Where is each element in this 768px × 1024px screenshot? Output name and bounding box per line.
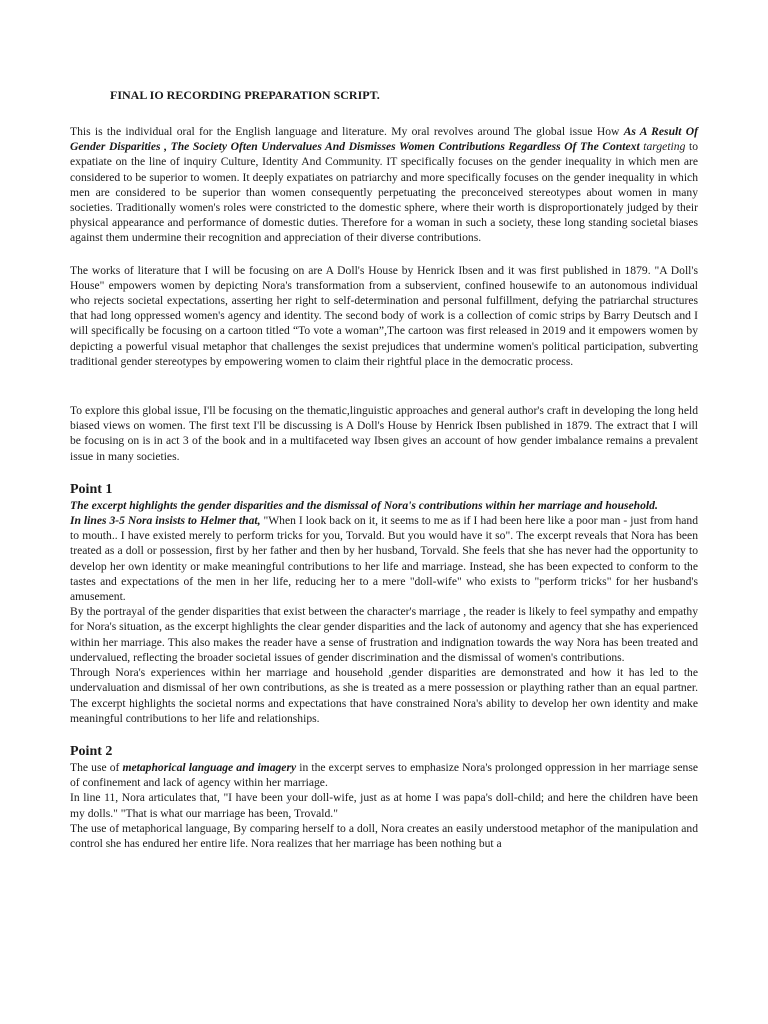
point1-subheading: The excerpt highlights the gender disparities and the dismissal of Nora's contributions within her marriage and household. [70,498,658,512]
point1-quote-body: "When I look back on it, it seems to me as if I had been here like a poor man - just from hand to mouth.. I have existed merely to perform tricks for you, Torvald. But you would have it so". The excerpt reveals that Nora has been treated as a doll or possession, first by her father and then by her husband, Torvald. She feels that she has never had the opportunity to develop her own identity or make meaningful contributions to her life and marriage. Instead, she has been expected to conform to the tastes and expectations of the men in her life, reducing her to a mere "doll-wife" who exists to "perform tricks" for her husband's amusement. [70,514,698,604]
point2-text-c: in the excerpt serves to emphasize Nora's prolonged oppression in her marriage sense of confinement and lack of agency within her marriage. [70,760,698,790]
point2-paragraph-2: In line 11, Nora articulates that, "I have been your doll-wife, just as at home I was papa's doll-child; and here the children have been my dolls." "That is what our marriage has been, Trovald." [70,791,698,820]
point2-paragraph-3: The use of metaphorical language, By comparing herself to a doll, Nora creates an easily understood metaphor of the manipulation and control she has endured her entire life. Nora realizes that her marriage has been nothing but a [70,821,698,850]
point2-emphasis: metaphorical language and imagery [122,760,297,774]
document-title: FINAL IO RECORDING PREPARATION SCRIPT. [110,88,380,102]
point1-lead: In lines 3-5 Nora insists to Helmer that, [70,514,261,528]
intro-paragraph [70,124,698,246]
point1-paragraph-1 [70,513,698,604]
global-issue-text: As A Result Of Gender Disparities , The Society Often Undervalues And Dismisses Women Contributions Regardless Of The Context [70,125,698,154]
point1-paragraph-2: By the portrayal of the gender disparities that exist between the character's marriage , the reader is likely to feel sympathy and empathy for Nora's situation, as the excerpt highlights the clear gender disparities and the lack of autonomy and agency that she has experienced within her marriage. This also makes the reader have a sense of frustration and indignation towards the way Nora has been treated and undervalued, reflecting the broader societal issues of gender discrimination and the dismissal of women's contributions. [70,605,698,664]
point2-heading: Point 2 [70,743,113,759]
point2-text-a: The use of [70,760,123,774]
intro-text-a: This is the individual oral for the English language and literature. My oral revolves around The global issue How [70,125,624,138]
point1-paragraph-3: Through Nora's experiences within her marriage and household ,gender disparities are demonstrated and how it has led to the undervaluation and dismissal of her own contributions, as she is treated as a mere possession or plaything rather than an equal partner. The excerpt highlights the societal norms and expectations that have constrained Nora's ability to develop her own identity and make meaningful contributions to her life and relationships. [70,666,698,725]
works-paragraph: The works of literature that I will be focusing on are A Doll's House by Henrick Ibsen and it was first published in 1879. "A Doll's House" empowers women by depicting Nora's transformation from a subservient, confined housewife to an autonomous individual who rejects societal expectations, asserting her right to self-determination and personal fulfillment, defying the patriarchal structures that had long oppressed women's agency and identity. The second body of work is a collection of comic strips by Barry Deutsch and I will specifically be focusing on a cartoon titled “To vote a woman”,The cartoon was first released in 2019 and it empowers women by depicting a powerful visual metaphor that challenges the sexist prejudices that undermine women's political participation, subverting traditional gender stereotypes by empowering women to claim their rightful place in the democratic process. [70,263,698,368]
intro-text-targeting: targeting [639,140,686,154]
intro-text-d: to expatiate on the line of inquiry Culture, Identity And Community. IT specifically focuses on the gender inequality in which men are considered to be superior to women. It deeply expatiates on patriarchy and more specifically focuses on the gender inequality in which men are considered to be superior than women consequently perpetuating the preconceived stereotypes about women in many societies. Traditionally women's roles were constricted to the domestic sphere, where their worth is disproportionately judged by their physical appearance and performance of domestic duties. Therefore for a woman in such a society, these long standing societal biases against them undermine their recognition and appreciation of their diverse contributions. [70,140,698,245]
point1-heading: Point 1 [70,481,113,497]
point2-paragraph-1 [70,760,698,790]
explore-paragraph: To explore this global issue, I'll be focusing on the thematic,linguistic approaches and general author's craft in developing the long held biased views on women. The first text I'll be discussing is A Doll's House by Henrick Ibsen published in 1879. The extract that I will be focusing on is in act 3 of the book and in a multifaceted way Ibsen gives an account of how gender imbalance remains a prevalent issue in many societies. [70,404,698,463]
